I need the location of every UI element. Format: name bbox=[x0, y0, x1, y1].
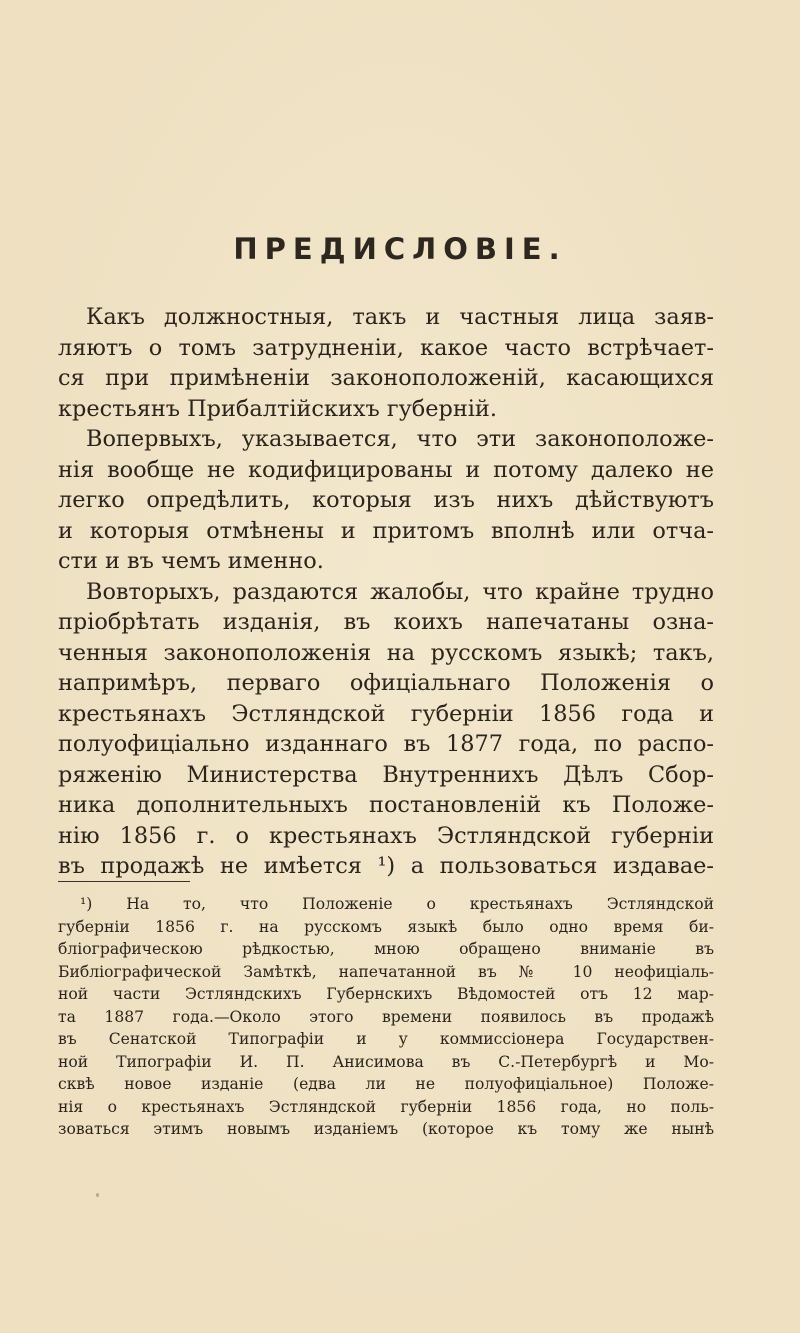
footnote-line: ной части Эстляндскихъ Губернскихъ Вѣдомостей отъ 12 мар- bbox=[58, 985, 714, 1004]
text-line: крестьянахъ Эстляндской губерніи 1856 года и bbox=[58, 700, 714, 727]
footnote-line: Библіографической Замѣткѣ, напечатанной въ № 10 неофиціаль- bbox=[58, 962, 714, 981]
text-line: Вопервыхъ, указывается, что эти законоположе- bbox=[86, 426, 714, 452]
text-line: ника дополнительныхъ постановленій къ Положе- bbox=[58, 792, 714, 818]
text-line: полуофиціально изданнаго въ 1877 года, по распо- bbox=[58, 731, 714, 757]
text-line: нію 1856 г. о крестьянахъ Эстляндской губерніи bbox=[58, 822, 714, 849]
footnote-rule bbox=[58, 881, 190, 882]
page-title: ПРЕДИСЛОВІЕ. bbox=[233, 232, 567, 266]
footnote-line: та 1887 года.—Около этого времени появилось въ продажѣ bbox=[58, 1007, 714, 1026]
text-line: ляютъ о томъ затрудненіи, какое часто встрѣчает- bbox=[58, 334, 714, 361]
text-line: Какъ должностныя, такъ и частныя лица заяв- bbox=[86, 304, 714, 330]
text-line: легко опредѣлить, которыя изъ нихъ дѣйствуютъ bbox=[58, 487, 714, 513]
footnote-line: ¹) На то, что Положеніе о крестьянахъ Эстляндской bbox=[80, 895, 714, 913]
footnote-line: бліографическою рѣдкостью, мною обращено вниманіе въ bbox=[58, 940, 714, 959]
text-line: въ продажѣ не имѣется ¹) а пользоваться издавае- bbox=[58, 853, 714, 879]
footnote-line: сквѣ новое изданіе (едва ли не полуофиціальное) Положе- bbox=[58, 1075, 714, 1094]
footnote-line: зоваться этимъ новымъ изданіемъ (которое къ тому же нынѣ bbox=[58, 1120, 714, 1139]
text-line: Вовторыхъ, раздаются жалобы, что крайне трудно bbox=[86, 578, 714, 605]
footnote-line: въ Сенатской Типографіи и у коммиссіонера Государствен- bbox=[58, 1030, 714, 1049]
text-line: крестьянъ Прибалтійскихъ губерній. bbox=[58, 395, 497, 422]
paper-speck bbox=[96, 1193, 99, 1197]
text-line: напримѣръ, перваго офиціальнаго Положенія о bbox=[58, 670, 714, 696]
footnote-line: ной Типографіи И. П. Анисимова въ С.-Петербургѣ и Мо- bbox=[58, 1052, 714, 1071]
text-line: нія вообще не кодифицированы и потому далеко не bbox=[58, 456, 714, 483]
text-line: и которыя отмѣнены и притомъ вполнѣ или отча- bbox=[58, 517, 714, 544]
main-text bbox=[58, 302, 714, 882]
text-line: пріобрѣтать изданія, въ коихъ напечатаны озна- bbox=[58, 609, 714, 635]
footnote bbox=[58, 893, 714, 1141]
footnote-line: нія о крестьянахъ Эстляндской губерніи 1856 года, но поль- bbox=[58, 1097, 714, 1116]
text-line: ряженію Министерства Внутреннихъ Дѣлъ Сбор- bbox=[58, 761, 714, 788]
text-line: ченныя законоположенія на русскомъ языкѣ; такъ, bbox=[58, 639, 714, 666]
text-line: сти и въ чемъ именно. bbox=[58, 548, 324, 574]
footnote-line: губерніи 1856 г. на русскомъ языкѣ было одно время би- bbox=[58, 917, 714, 936]
text-line: ся при примѣненіи законоположеній, касающихся bbox=[58, 365, 714, 391]
